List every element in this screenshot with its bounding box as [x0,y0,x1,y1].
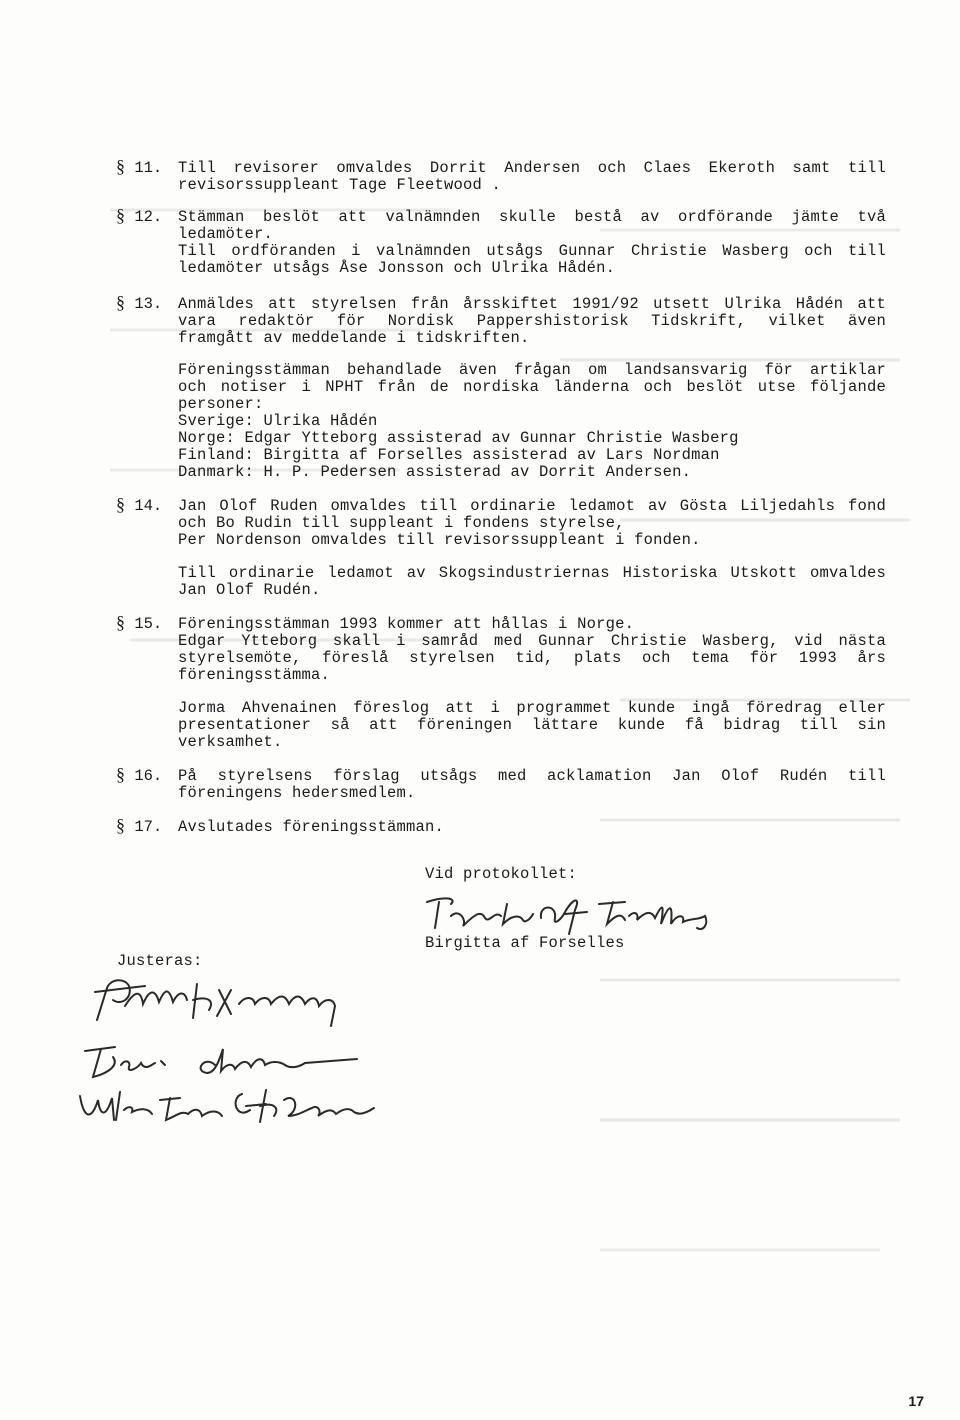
section-14-paragraph-2-line-1: Till ordinarie ledamot av Skogsindustriernas Historiska Utskott omvaldes [178,564,886,582]
section-13-line-1: Anmäldes att styrelsen från årsskiftet 1991/92 utsett Ulrika Hådén att [178,295,886,313]
section-12-line-4: ledamöter utsågs Åse Jonsson och Ulrika Hådén. [178,259,616,277]
national-editor-norway: Norge: Edgar Ytteborg assisterad av Gunnar Christie Wasberg [178,429,739,447]
section-number-12: § 12. [116,205,163,226]
section-number-11: § 11. [116,156,163,177]
adjuster-signature-3 [70,1080,390,1135]
section-12-line-3: Till ordföranden i valnämnden utsågs Gunnar Christie Wasberg och till [178,242,886,260]
national-editor-denmark: Danmark: H. P. Pedersen assisterad av Dorrit Andersen. [178,463,692,481]
section-16-line-2: föreningens hedersmedlem. [178,784,416,802]
section-15-line-3: styrelsemöte, föreslå styrelsen tid, plats och tema för 1993 års [178,649,886,667]
section-15-paragraph-2-line-1: Jorma Ahvenainen föreslog att i programmet kunde ingå föredrag eller [178,699,886,717]
section-17-line-1: Avslutades föreningsstämman. [178,818,445,836]
national-editor-sweden: Sverige: Ulrika Hådén [178,412,378,430]
national-editors-line-1: Föreningsstämman behandlade även frågan om landsansvarig för artiklar [178,361,886,379]
section-12-line-2: ledamöter. [178,225,274,243]
section-13-line-3: framgått av meddelande i tidskriften. [178,329,530,347]
national-editors-line-3: personer: [178,395,264,413]
section-11-line-1: Till revisorer omvaldes Dorrit Andersen och Claes Ekeroth samt till [178,159,886,177]
section-11-line-2: revisorssuppleant Tage Fleetwood . [178,176,502,194]
secretary-signature [415,890,735,940]
adjusters-label: Justeras: [117,952,203,970]
section-number-15: § 15. [116,612,163,633]
section-15-line-2: Edgar Ytteborg skall i samråd med Gunnar Christie Wasberg, vid nästa [178,632,886,650]
national-editor-finland: Finland: Birgitta af Forselles assisterad av Lars Nordman [178,446,720,464]
section-15-line-4: föreningsstämma. [178,666,331,684]
section-12-line-1: Stämman beslöt att valnämnden skulle bestå av ordförande jämte två [178,208,886,226]
section-number-17: § 17. [116,815,163,836]
section-15-paragraph-2-line-2: presentationer så att föreningen lättare kunde få bidrag till sin [178,716,886,734]
page-number: 17 [908,1393,924,1409]
section-15-line-1: Föreningsstämman 1993 kommer att hållas i Norge. [178,615,635,633]
section-14-paragraph-2-line-2: Jan Olof Rudén. [178,581,321,599]
section-14-line-1: Jan Olof Ruden omvaldes till ordinarie ledamot av Gösta Liljedahls fond [178,497,886,515]
section-14-line-3: Per Nordenson omvaldes till revisorssuppleant i fonden. [178,531,701,549]
section-13-line-2: vara redaktör för Nordisk Pappershistorisk Tidskrift, vilket även [178,312,886,330]
national-editors-line-2: och notiser i NPHT från de nordiska länderna och beslöt utse följande [178,378,886,396]
section-15-paragraph-2-line-3: verksamhet. [178,733,283,751]
section-number-16: § 16. [116,764,163,785]
section-16-line-1: På styrelsens förslag utsågs med acklamation Jan Olof Rudén till [178,767,886,785]
section-number-13: § 13. [116,292,163,313]
section-number-14: § 14. [116,494,163,515]
section-14-line-2: och Bo Rudin till suppleant i fondens styrelse, [178,514,625,532]
secretary-name: Birgitta af Forselles [425,934,625,952]
protocol-label: Vid protokollet: [425,865,578,883]
adjuster-signature-2 [75,1035,375,1085]
adjuster-signature-1 [85,970,375,1030]
